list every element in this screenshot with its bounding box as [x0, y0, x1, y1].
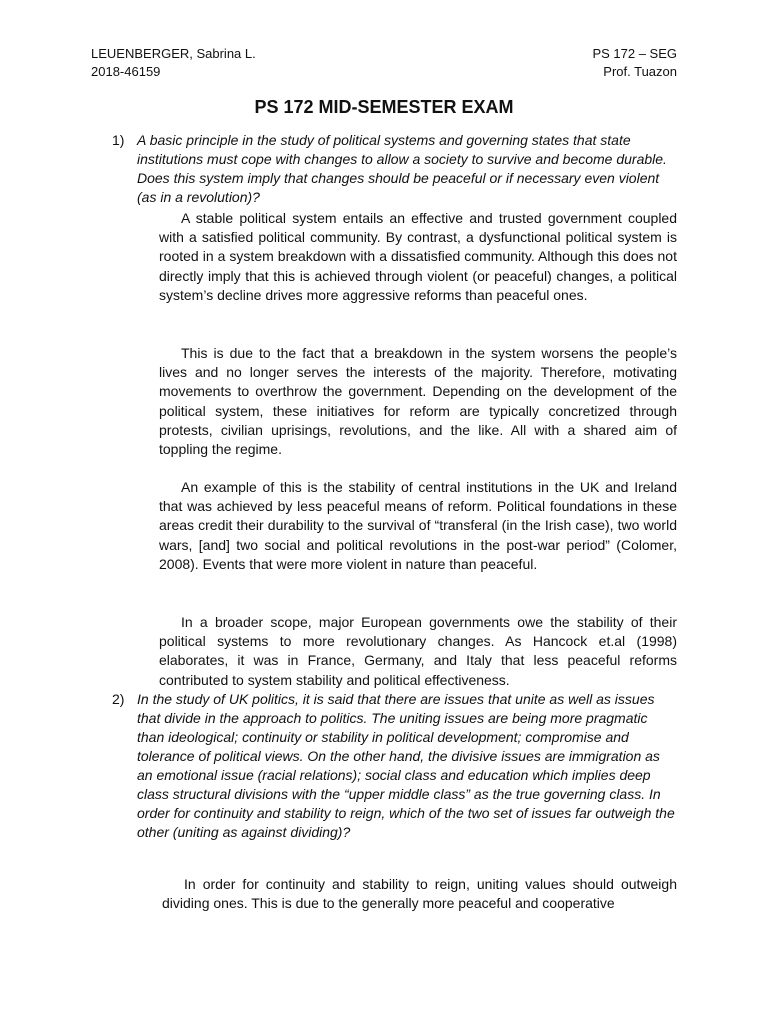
professor-name: Prof. Tuazon — [603, 64, 677, 79]
question-2-number: 2) — [112, 691, 125, 707]
course-info — [592, 45, 677, 81]
answer-2-paragraph-1: In order for continuity and stability to reign, uniting values should outweigh dividing ones. This is due to the generally more peaceful and cooperative — [162, 876, 677, 911]
course-code: PS 172 – SEG — [592, 46, 677, 61]
answer-1-paragraph-4: In a broader scope, major European governments owe the stability of their political systems to more revolutionary changes. As Hancock et.al (1998) elaborates, it was in France, Germany, and Italy that less peaceful reforms contributed to system stability and political effectiveness. — [159, 614, 677, 688]
student-name: LEUENBERGER, Sabrina L. — [91, 46, 256, 61]
answer-1-paragraph-2: This is due to the fact that a breakdown in the system worsens the people’s lives and no longer serves the interests of the majority. Therefore, motivating movements to overthrow the government. Depending on the development of the political system, these initiatives for reform are typically concretized through protests, civilian uprisings, revolutions, and the like. All with a shared aim of toppling the regime. — [159, 345, 677, 458]
answer-1-paragraph-1: A stable political system entails an effective and trusted government coupled with a satisfied political community. By contrast, a dysfunctional political system is rooted in a system breakdown with a dissatisfied community. Although this does not directly imply that this is achieved through violent (or peaceful) changes, a political system’s decline drives more aggressive reforms than peaceful ones. — [159, 210, 677, 303]
question-1-number: 1) — [112, 132, 125, 148]
student-id: 2018-46159 — [91, 64, 161, 79]
question-1-text: A basic principle in the study of political systems and governing states that state institutions must cope with changes to allow a society to survive and become durable. Does this system imply that changes should be peaceful or if necessary even violent (as in a revolution)? — [137, 132, 667, 205]
answer-1-paragraph-3: An example of this is the stability of central institutions in the UK and Ireland that was achieved by less peaceful means of reform. Political foundations in these areas credit their durability to the survival of “transferal (in the Irish case), two world wars, [and] two social and political revolutions in the post-war period” (Colomer, 2008). Events that were more violent in nature than peaceful. — [159, 479, 677, 572]
question-2-text: In the study of UK politics, it is said that there are issues that unite as well as issues that divide in the approach to politics. The uniting issues are being more pragmatic than ideological; continuity or stability in political development; compromise and tolerance of political views. On the other hand, the divisive issues are immigration as an emotional issue (racial relations); social class and education which implies deep class structural divisions with the “upper middle class” as the true governing class. In order for continuity and stability to reign, which of the two set of issues far outweigh the other (uniting as against dividing)? — [137, 691, 675, 840]
student-info — [91, 45, 256, 81]
exam-title: PS 172 MID-SEMESTER EXAM — [254, 97, 514, 117]
